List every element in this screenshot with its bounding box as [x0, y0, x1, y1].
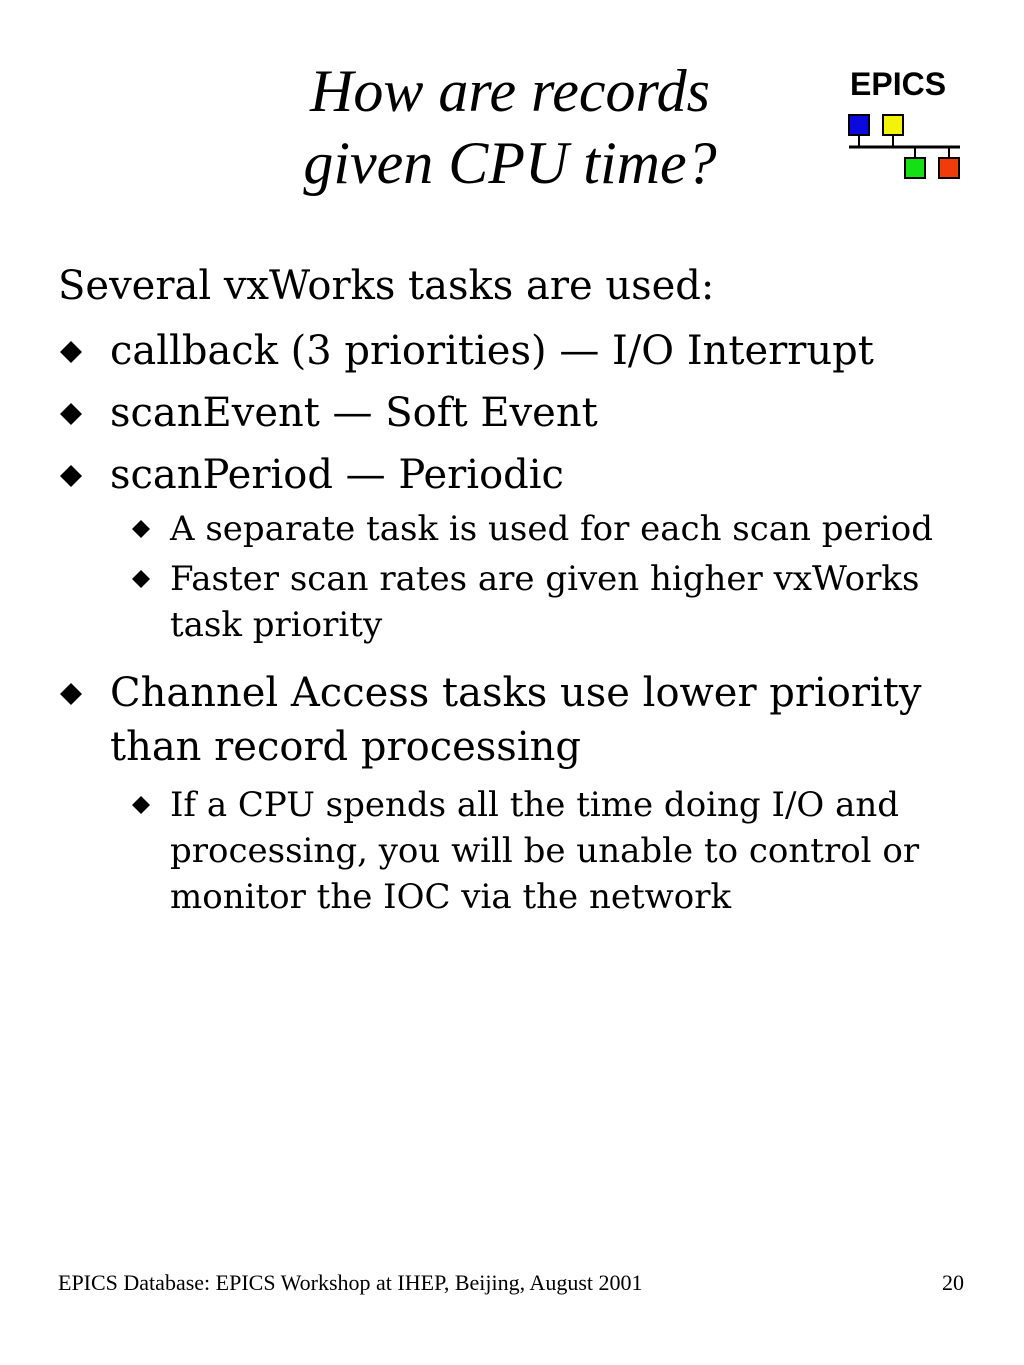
title-line-1: How are records	[310, 58, 710, 124]
sub-bullet-item	[58, 556, 958, 648]
diamond-bullet-icon	[60, 403, 82, 425]
red-square	[939, 158, 959, 178]
footer-caption: EPICS Database: EPICS Workshop at IHEP, Beijing, August 2001	[58, 1270, 643, 1295]
diamond-bullet-icon	[132, 796, 150, 814]
bullet-text: callback (3 priorities) — I/O Interrupt	[110, 328, 874, 374]
sub-bullet-item	[58, 782, 958, 920]
bullet-text: scanEvent — Soft Event	[110, 390, 598, 436]
epics-logo-text: EPICS	[850, 66, 947, 102]
bullet-text: Channel Access tasks use lower priority than record processing	[110, 670, 922, 770]
bullet-text: scanPeriod — Periodic	[110, 452, 564, 498]
slide-title	[190, 55, 830, 199]
bullet-item	[58, 666, 958, 774]
epics-logo	[846, 62, 966, 187]
blue-square	[849, 115, 869, 135]
page-number: 20	[942, 1270, 964, 1295]
green-square	[905, 158, 925, 178]
diamond-bullet-icon	[132, 520, 150, 538]
bullet-item	[58, 386, 958, 440]
diamond-bullet-icon	[60, 683, 82, 705]
bullet-item	[58, 324, 958, 378]
sub-bullet-item	[58, 506, 958, 552]
bullet-item	[58, 448, 958, 502]
yellow-square	[883, 115, 903, 135]
sub-bullet-text: A separate task is used for each scan period	[170, 509, 934, 549]
sub-bullet-text: Faster scan rates are given higher vxWorks task priority	[170, 559, 920, 645]
diamond-bullet-icon	[60, 341, 82, 363]
sub-bullet-text: If a CPU spends all the time doing I/O and processing, you will be unable to control or monitor the IOC via the network	[170, 785, 920, 917]
intro-text: Several vxWorks tasks are used:	[58, 263, 715, 309]
diamond-bullet-icon	[60, 465, 82, 487]
title-line-2: given CPU time?	[303, 130, 717, 196]
epics-network-icon	[846, 110, 966, 185]
slide-body	[58, 256, 958, 920]
diamond-bullet-icon	[132, 570, 150, 588]
